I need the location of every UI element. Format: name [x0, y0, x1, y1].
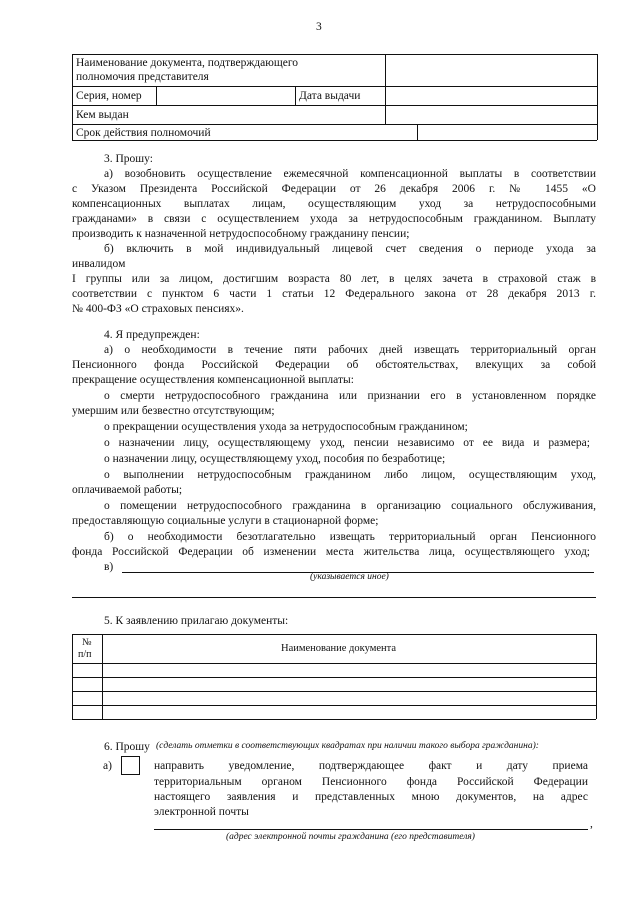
section6-a-line: настоящего заявления и представленных мною документов, на адрес — [154, 791, 588, 803]
section4-v-label: в) — [104, 561, 114, 573]
section4-line: о выполнении нетрудоспособным гражданином либо лицом, осуществляющим уход, — [104, 469, 596, 481]
section3-heading: 3. Прошу: — [104, 153, 153, 165]
section3-a-line: гражданами» в связи с осуществлением ухода за нетрудоспособным гражданином. Выплату — [72, 213, 596, 225]
section3-b-line: № 400-ФЗ «О страховых пенсиях». — [72, 303, 244, 315]
section4-heading: 4. Я предупрежден: — [104, 329, 200, 341]
section6-hint: (сделать отметки в соответствующих квадратах при наличии такого выбора гражданина): — [156, 741, 539, 751]
section4-line: о назначении лицу, осуществляющему уход, пенсии независимо от ее вида и размера; — [104, 437, 590, 449]
section6-a-line: территориальным органом Пенсионного фонда Российской Федерации — [154, 776, 588, 788]
section4-line: умершим или безвестно отсутствующим; — [72, 405, 275, 417]
section4-line: о прекращении осуществления ухода за нетрудоспособным гражданином; — [104, 421, 468, 433]
rep-doc-name-label: Наименование документа, подтверждающего — [76, 57, 298, 69]
email-hint: (адрес электронной почты гражданина (его представителя) — [226, 832, 475, 842]
section4-line: б) о необходимости безотлагательно извещать территориальный орган Пенсионного — [104, 531, 596, 543]
page-number: 3 — [316, 21, 322, 33]
section6-a-label: а) — [103, 760, 112, 772]
attachments-col-num-1: № — [82, 637, 92, 648]
section3-b-line: соответствии с пунктом 6 части 1 статьи 12 Федерального закона от 28 декабря 2013 г. — [72, 288, 596, 300]
section4-v-input-line-2[interactable] — [72, 597, 596, 598]
series-number-label: Серия, номер — [76, 90, 142, 102]
section4-v-hint: (указывается иное) — [310, 572, 389, 582]
section6-a-line: электронной почты — [154, 806, 249, 818]
section3-a-line: а) возобновить осуществление ежемесячной компенсационной выплаты в соответствии — [104, 168, 596, 180]
email-comma: , — [590, 818, 593, 830]
issued-by-label: Кем выдан — [76, 109, 129, 121]
section4-line: прекращение осуществления компенсационной выплаты: — [72, 374, 354, 386]
attachments-col-num-2: п/п — [78, 649, 92, 660]
section4-line: фонда Российской Федерации об изменении места жительства лица, осуществляющего уход; — [72, 546, 590, 558]
section4-line: о помещении нетрудоспособного гражданина в организацию социального обслуживания, — [104, 500, 596, 512]
section3-a-line: производить к назначенной нетрудоспособному гражданину пенсии; — [72, 228, 410, 240]
validity-label: Срок действия полномочий — [76, 127, 211, 139]
section3-a-line: с Указом Президента Российской Федерации от 26 декабря 2006 г. № 1455 «О — [72, 183, 596, 195]
section4-line: о назначении лицу, осуществляющему уход, пособия по безработице; — [104, 453, 446, 465]
section4-line: предоставляющую социальные услуги в стационарной форме; — [72, 515, 379, 527]
email-input-line[interactable] — [154, 829, 588, 830]
rep-doc-name-label-cont: полномочия представителя — [76, 71, 209, 83]
section3-a-line: компенсационных выплатах лицам, осуществляющим уход за нетрудоспособными — [72, 198, 596, 210]
section4-line: а) о необходимости в течение пяти рабочих дней извещать территориальный орган — [104, 344, 596, 356]
section4-line: Пенсионного фонда Российской Федерации об обстоятельствах, влекущих за собой — [72, 359, 596, 371]
section5-heading: 5. К заявлению прилагаю документы: — [104, 615, 289, 627]
notification-checkbox[interactable] — [121, 756, 140, 775]
attachments-col-name: Наименование документа — [281, 643, 396, 654]
section4-line: оплачиваемой работы; — [72, 484, 183, 496]
issue-date-label: Дата выдачи — [299, 90, 361, 102]
section6-heading: 6. Прошу — [104, 741, 150, 753]
section6-a-line: направить уведомление, подтверждающее факт и дату приема — [154, 760, 588, 772]
section3-b-line: инвалидом — [72, 258, 126, 270]
section3-b-line: б) включить в мой индивидуальный лицевой счет сведения о периоде ухода за — [104, 243, 596, 255]
section3-b-line: I группы или за лицом, достигшим возраста 80 лет, в целях зачета в страховой стаж в — [72, 273, 596, 285]
section4-line: о смерти нетрудоспособного гражданина или признании его в установленном порядке — [104, 390, 596, 402]
